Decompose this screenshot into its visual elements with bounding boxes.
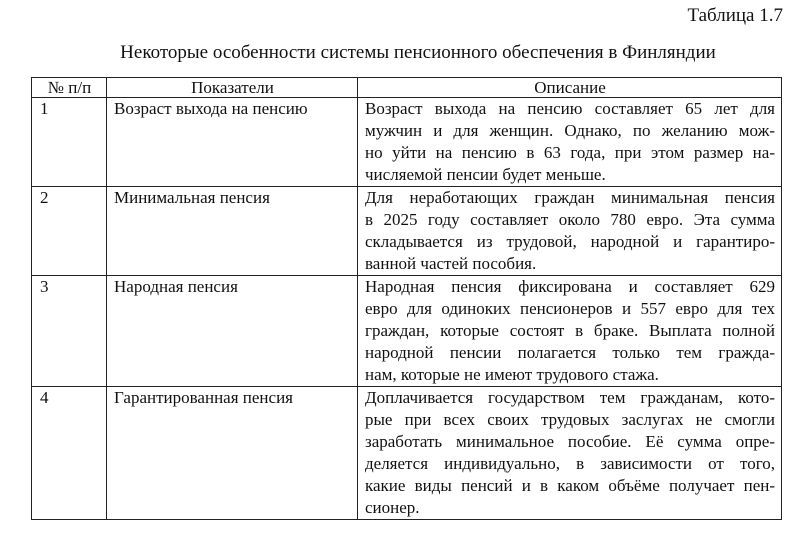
row-description [358,187,782,276]
description-line: Доплачивается государством тем гражданам, кото- [365,388,775,407]
description-line: Для неработающих граждан минимальная пенсия [365,188,775,207]
description-line: складывается из трудовой, народной и гарантиро- [365,232,775,251]
description-line: заработать минимальное пособие. Её сумма опре- [365,432,775,451]
header-row [32,78,782,98]
description-line: ванной частей пособия. [365,254,537,273]
header-indicator: Показатели [107,78,358,98]
row-indicator: Минимальная пенсия [107,187,358,276]
header-description: Описание [358,78,782,98]
row-description [358,387,782,520]
row-number: 1 [32,98,107,187]
description-line: но уйти на пенсию в 63 года, при этом размер на- [365,143,775,162]
description-line: в 2025 году составляет около 780 евро. Эта сумма [365,210,775,229]
description-line: евро для одиноких пенсионеров и 557 евро для тех [365,299,775,318]
pension-table [31,77,782,520]
table-title: Некоторые особенности системы пенсионного обеспечения в Финляндии [120,42,716,63]
table-row [32,187,782,276]
description-line: рые при всех своих трудовых заслугах не смогли [365,410,775,429]
table-row [32,276,782,387]
description-line: нам, которые не имеют трудового стажа. [365,365,659,384]
row-indicator: Гарантированная пенсия [107,387,358,520]
description-line: сионер. [365,498,420,517]
description-line: граждан, которые состоят в браке. Выплата полной [365,321,775,340]
row-number: 2 [32,187,107,276]
description-line: Возраст выхода на пенсию составляет 65 лет для [365,99,775,118]
row-indicator: Народная пенсия [107,276,358,387]
description-line: деляется индивидуально, в зависимости от того, [365,454,775,473]
row-description [358,98,782,187]
description-line: Народная пенсия фиксирована и составляет 629 [365,277,775,296]
description-line: числяемой пенсии будет меньше. [365,165,606,184]
row-description [358,276,782,387]
table-row [32,98,782,187]
table-number: Таблица 1.7 [687,5,783,26]
row-number: 4 [32,387,107,520]
row-number: 3 [32,276,107,387]
header-number: № п/п [32,78,107,98]
table-row [32,387,782,520]
description-line: мужчин и для женщин. Однако, по желанию мож- [365,121,775,140]
row-indicator: Возраст выхода на пенсию [107,98,358,187]
description-line: какие виды пенсий и в каком объёме получает пен- [365,476,775,495]
description-line: народной пенсии полагается только тем гражда- [365,343,775,362]
